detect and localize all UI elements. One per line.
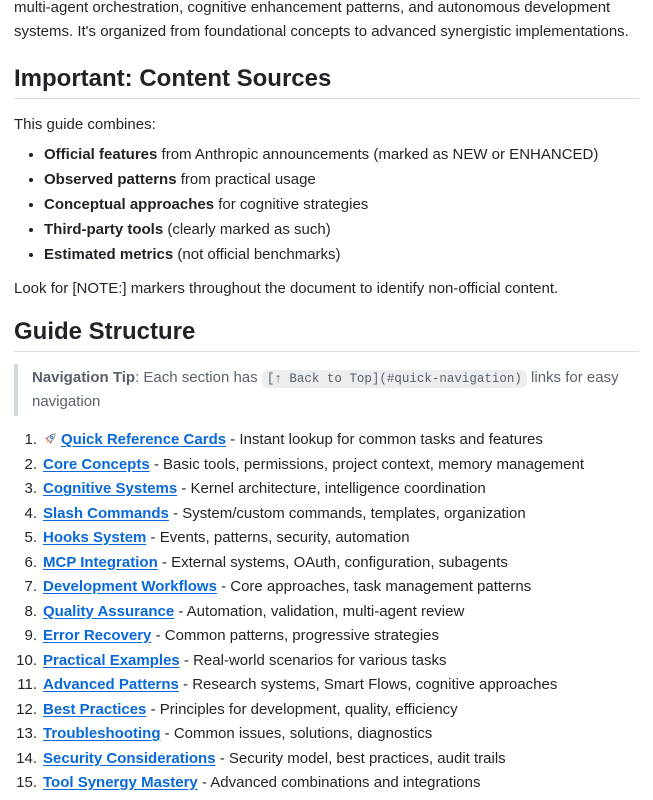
toc-number: 12. xyxy=(16,700,37,718)
content-sources-list xyxy=(14,143,639,267)
toc-link[interactable] xyxy=(43,529,146,546)
toc-description: - System/custom commands, templates, organization xyxy=(168,504,526,522)
toc-link-label: Error Recovery xyxy=(43,627,152,644)
intro-paragraph: multi-agent orchestration, cognitive enhancement patterns, and autonomous development systems. It's organized from foundational concepts to advanced synergistic implementations. xyxy=(14,0,629,40)
toc-item xyxy=(14,722,639,747)
toc-item xyxy=(14,698,639,723)
toc-link-label: Security Considerations xyxy=(43,749,216,767)
toc-link-label: MCP Integration xyxy=(43,553,158,571)
toc-link[interactable] xyxy=(43,750,216,767)
toc-number: 1. xyxy=(24,431,37,448)
toc-link[interactable] xyxy=(43,456,150,473)
toc-number: 14. xyxy=(16,749,37,767)
toc-item xyxy=(14,771,639,796)
toc-link-label: Quick Reference Cards xyxy=(61,431,227,448)
toc-link[interactable] xyxy=(43,701,146,718)
toc-link[interactable] xyxy=(43,774,198,791)
toc-item xyxy=(14,502,639,527)
toc-number: 11. xyxy=(17,676,37,693)
toc-number: 5. xyxy=(24,529,37,546)
rocket-icon xyxy=(43,428,58,453)
toc-link[interactable] xyxy=(43,603,174,620)
toc-link[interactable] xyxy=(43,505,169,522)
toc-item xyxy=(14,649,639,674)
toc-number: 15. xyxy=(16,774,37,791)
list-item xyxy=(44,143,639,167)
toc-item xyxy=(14,747,639,772)
heading-content-sources: Important: Content Sources xyxy=(14,64,639,99)
toc-description: - External systems, OAuth, configuration, subagents xyxy=(157,553,508,571)
toc-description: - Automation, validation, multi-agent review xyxy=(174,602,465,620)
bullet-rest: from Anthropic announcements (marked as NEW or ENHANCED) xyxy=(157,146,599,163)
toc-link-label: Development Workflows xyxy=(43,578,217,595)
toc-link-label: Practical Examples xyxy=(43,651,180,669)
toc-link-label: Tool Synergy Mastery xyxy=(43,774,198,791)
list-item xyxy=(44,243,639,267)
bullet-rest: for cognitive strategies xyxy=(214,196,369,213)
toc-description: - Principles for development, quality, efficiency xyxy=(146,700,458,718)
toc-item xyxy=(14,477,639,502)
list-item xyxy=(44,168,639,192)
toc-description: - Real-world scenarios for various tasks xyxy=(179,651,447,669)
toc-item xyxy=(14,551,639,576)
toc-item xyxy=(14,453,639,478)
note-paragraph: Look for [NOTE:] markers throughout the document to identify non-official content. xyxy=(14,280,559,297)
toc-link[interactable] xyxy=(43,652,180,669)
bullet-term: Third-party tools xyxy=(44,221,164,238)
toc-number: 3. xyxy=(24,480,37,497)
toc-item xyxy=(14,526,639,551)
bullet-term: Estimated metrics xyxy=(44,246,174,263)
toc-number: 2. xyxy=(24,455,37,473)
toc-link-label: Advanced Patterns xyxy=(43,676,179,693)
toc-number: 13. xyxy=(16,725,37,742)
toc-description: - Common issues, solutions, diagnostics xyxy=(160,725,433,742)
content-sources-lead: This guide combines: xyxy=(14,116,156,133)
toc-link-label: Troubleshooting xyxy=(43,725,161,742)
toc-link[interactable] xyxy=(43,676,179,693)
toc-description: - Advanced combinations and integrations xyxy=(197,774,481,791)
toc-number: 10. xyxy=(16,651,37,669)
toc-link-label: Slash Commands xyxy=(43,504,169,522)
toc-item xyxy=(14,673,639,698)
toc-item xyxy=(14,575,639,600)
toc-link[interactable] xyxy=(43,627,151,644)
toc-item xyxy=(14,600,639,625)
toc-number: 9. xyxy=(24,627,37,644)
bullet-rest: (not official benchmarks) xyxy=(173,246,341,263)
tip-text-after: links for easy navigation xyxy=(32,369,619,410)
toc-description: - Events, patterns, security, automation xyxy=(146,529,410,546)
list-item xyxy=(44,218,639,242)
toc-description: - Instant lookup for common tasks and features xyxy=(226,431,543,448)
toc-link-label: Quality Assurance xyxy=(43,602,175,620)
list-item xyxy=(44,193,639,217)
bullet-term: Observed patterns xyxy=(44,171,177,188)
toc-number: 7. xyxy=(24,578,37,595)
bullet-term: Official features xyxy=(44,146,158,163)
heading-guide-structure: Guide Structure xyxy=(14,317,639,352)
tip-text-before: : Each section has xyxy=(135,369,262,386)
guide-structure-toc xyxy=(14,428,639,796)
toc-link[interactable] xyxy=(43,725,161,742)
toc-link[interactable] xyxy=(43,431,226,448)
toc-number: 8. xyxy=(24,602,37,620)
toc-link[interactable] xyxy=(43,480,177,497)
toc-description: - Kernel architecture, intelligence coordination xyxy=(177,480,486,497)
toc-link-label: Cognitive Systems xyxy=(43,480,178,497)
navigation-tip-label: Navigation Tip xyxy=(32,369,136,386)
toc-link[interactable] xyxy=(43,578,217,595)
navigation-tip-blockquote xyxy=(14,364,639,416)
back-to-top-code: [↑ Back to Top](#quick-navigation) xyxy=(262,370,527,388)
toc-description: - Basic tools, permissions, project context, memory management xyxy=(149,455,585,473)
toc-item xyxy=(14,428,639,453)
toc-link-label: Core Concepts xyxy=(43,455,150,473)
toc-item xyxy=(14,624,639,649)
toc-link-label: Hooks System xyxy=(43,529,147,546)
toc-description: - Core approaches, task management patterns xyxy=(216,578,532,595)
navigation-tip-text xyxy=(32,366,625,414)
toc-number: 6. xyxy=(24,553,37,571)
toc-link-label: Best Practices xyxy=(43,700,147,718)
bullet-term: Conceptual approaches xyxy=(44,196,215,213)
bullet-rest: (clearly marked as such) xyxy=(163,221,331,238)
toc-link[interactable] xyxy=(43,554,158,571)
toc-description: - Common patterns, progressive strategies xyxy=(151,627,440,644)
bullet-rest: from practical usage xyxy=(176,171,316,188)
toc-description: - Research systems, Smart Flows, cognitive approaches xyxy=(178,676,558,693)
toc-description: - Security model, best practices, audit trails xyxy=(215,749,506,767)
toc-number: 4. xyxy=(24,504,37,522)
